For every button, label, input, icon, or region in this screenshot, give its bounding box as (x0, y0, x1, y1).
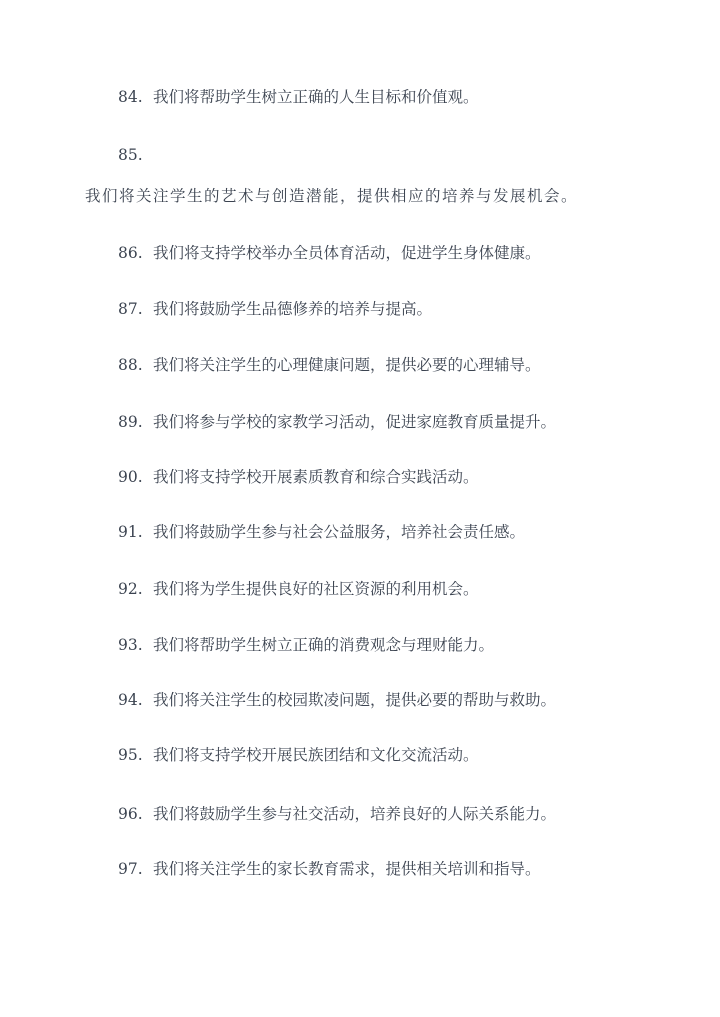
list-item (118, 413, 556, 432)
list-item (118, 580, 479, 599)
list-item-number: 91. (118, 523, 143, 541)
list-item-number: 89. (118, 413, 143, 431)
list-item-number: 88. (118, 356, 143, 374)
list-item-number: 86. (118, 244, 143, 262)
list-item (118, 691, 556, 710)
list-item-text: 我们将关注学生的心理健康问题，提供必要的心理辅导。 (153, 356, 541, 374)
list-item (118, 88, 479, 107)
list-item-number: 94. (118, 691, 143, 709)
list-item (118, 805, 556, 824)
list-item-number: 95. (118, 746, 143, 764)
list-item-text: 我们将关注学生的艺术与创造潜能，提供相应的培养与发展机会。 (85, 187, 579, 205)
list-item-number: 97. (118, 860, 143, 878)
list-item-text: 我们将支持学校开展素质教育和综合实践活动。 (153, 468, 479, 486)
list-item-number: 87. (118, 300, 143, 318)
list-item-text: 我们将帮助学生树立正确的消费观念与理财能力。 (153, 636, 495, 654)
list-item (118, 746, 479, 765)
list-item (118, 300, 432, 319)
list-item (118, 523, 525, 542)
list-item-number: 92. (118, 580, 143, 598)
list-item (118, 146, 153, 165)
list-item-text: 我们将鼓励学生参与社交活动，培养良好的人际关系能力。 (153, 805, 557, 823)
list-item (118, 356, 541, 375)
list-item-number: 93. (118, 636, 143, 654)
list-item-text: 我们将鼓励学生品德修养的培养与提高。 (153, 300, 433, 318)
list-item-continuation (85, 187, 578, 206)
list-item-number: 90. (118, 468, 143, 486)
list-item-number: 85. (118, 146, 143, 164)
list-item-text: 我们将支持学校举办全员体育活动，促进学生身体健康。 (153, 244, 541, 262)
list-item-text: 我们将支持学校开展民族团结和文化交流活动。 (153, 746, 479, 764)
list-item-text: 我们将关注学生的家长教育需求，提供相关培训和指导。 (153, 860, 541, 878)
list-item-text: 我们将为学生提供良好的社区资源的利用机会。 (153, 580, 479, 598)
list-item (118, 468, 479, 487)
list-item-text: 我们将参与学校的家教学习活动，促进家庭教育质量提升。 (153, 413, 557, 431)
list-item-number: 96. (118, 805, 143, 823)
list-item (118, 244, 541, 263)
list-item (118, 636, 494, 655)
list-item-text: 我们将鼓励学生参与社会公益服务，培养社会责任感。 (153, 523, 526, 541)
list-item-text: 我们将帮助学生树立正确的人生目标和价值观。 (153, 88, 479, 106)
list-item-text: 我们将关注学生的校园欺凌问题，提供必要的帮助与救助。 (153, 691, 557, 709)
list-item-number: 84. (118, 88, 143, 106)
list-item (118, 860, 541, 879)
